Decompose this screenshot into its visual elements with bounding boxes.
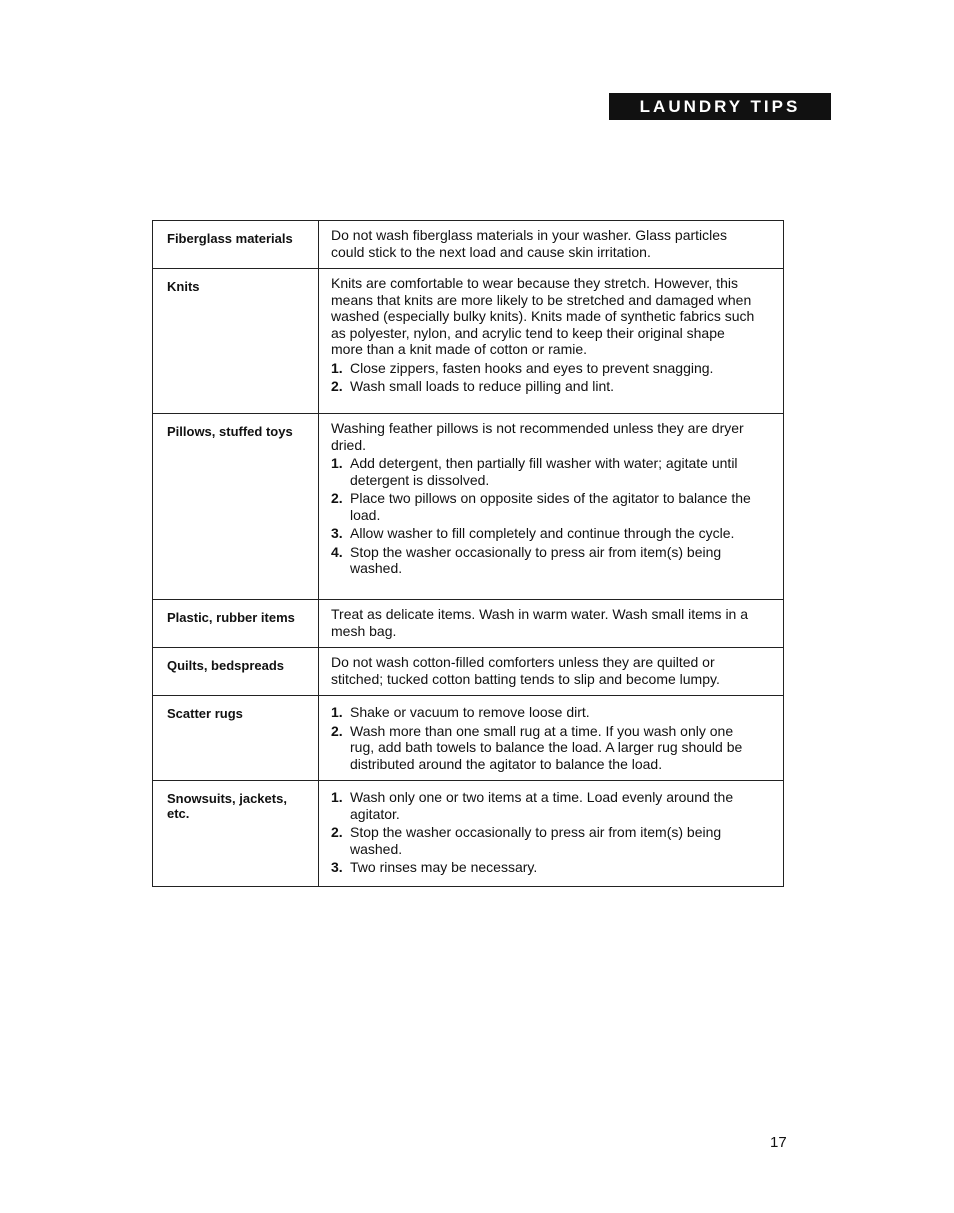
instruction-text: Do not wash cotton-filled comforters unless they are quilted or stitched; tucked cotton batting tends to slip and become lumpy. bbox=[331, 654, 720, 687]
step-item bbox=[331, 490, 759, 523]
step-number: 2. bbox=[331, 490, 343, 506]
step-item bbox=[331, 455, 759, 488]
step-number: 1. bbox=[331, 789, 343, 805]
step-text: Wash small loads to reduce pilling and lint. bbox=[350, 378, 615, 394]
item-name: Scatter rugs bbox=[153, 696, 319, 781]
step-text: Close zippers, fasten hooks and eyes to prevent snagging. bbox=[350, 359, 714, 376]
item-name: Snowsuits, jackets, etc. bbox=[153, 781, 319, 887]
step-text: Stop the washer occasionally to press air from item(s) being washed. bbox=[350, 543, 722, 576]
step-item bbox=[331, 360, 759, 377]
step-text: Place two pillows on opposite sides of the agitator to balance the load. bbox=[350, 490, 751, 523]
item-instructions bbox=[319, 648, 784, 696]
step-number: 2. bbox=[331, 824, 343, 840]
step-text: Add detergent, then partially fill washer with water; agitate until detergent is dissolved. bbox=[350, 455, 738, 488]
step-number: 1. bbox=[331, 359, 343, 376]
item-instructions bbox=[319, 414, 784, 600]
step-number: 3. bbox=[331, 525, 343, 541]
page-number: 17 bbox=[770, 1134, 787, 1151]
step-list bbox=[331, 360, 759, 395]
tip-row bbox=[153, 269, 784, 414]
section-banner: LAUNDRY TIPS bbox=[609, 93, 831, 120]
step-list bbox=[331, 704, 759, 772]
step-item bbox=[331, 859, 759, 876]
item-name: Quilts, bedspreads bbox=[153, 648, 319, 696]
item-name: Knits bbox=[153, 269, 319, 414]
instruction-text: Washing feather pillows is not recommended unless they are dryer dried. bbox=[331, 420, 744, 453]
tip-row bbox=[153, 414, 784, 600]
step-item bbox=[331, 378, 759, 395]
item-instructions bbox=[319, 600, 784, 648]
step-number: 2. bbox=[331, 722, 343, 739]
instruction-text: Do not wash fiberglass materials in your washer. Glass particles could stick to the next load and cause skin irritation. bbox=[331, 227, 728, 260]
step-number: 4. bbox=[331, 543, 343, 560]
item-instructions bbox=[319, 269, 784, 414]
step-text: Stop the washer occasionally to press air from item(s) being washed. bbox=[350, 824, 722, 857]
step-text: Allow washer to fill completely and continue through the cycle. bbox=[350, 525, 735, 541]
item-instructions bbox=[319, 781, 784, 887]
tip-row bbox=[153, 696, 784, 781]
tip-row bbox=[153, 221, 784, 269]
step-text: Shake or vacuum to remove loose dirt. bbox=[350, 704, 590, 720]
laundry-tips-table bbox=[152, 220, 784, 887]
tip-row bbox=[153, 781, 784, 887]
item-instructions bbox=[319, 696, 784, 781]
step-number: 3. bbox=[331, 859, 343, 875]
tip-row bbox=[153, 648, 784, 696]
laundry-tips-body bbox=[153, 221, 784, 887]
instruction-text: Knits are comfortable to wear because they stretch. However, this means that knits are more likely to be stretched and damaged when washed (especially bulky knits). Knits made of synthetic fabrics such as polyester, nylon, and acrylic tend to keep their original shape more than a knit made of cotton or ramie. bbox=[331, 275, 755, 357]
item-name: Plastic, rubber items bbox=[153, 600, 319, 648]
step-list bbox=[331, 455, 759, 577]
step-number: 1. bbox=[331, 704, 343, 720]
step-item bbox=[331, 544, 759, 577]
step-text: Wash only one or two items at a time. Load evenly around the agitator. bbox=[350, 789, 734, 822]
step-number: 1. bbox=[331, 455, 343, 471]
item-name: Pillows, stuffed toys bbox=[153, 414, 319, 600]
instruction-text: Treat as delicate items. Wash in warm water. Wash small items in a mesh bag. bbox=[331, 606, 749, 639]
step-text: Wash more than one small rug at a time. If you wash only one rug, add bath towels to balance the load. A larger rug should be distributed around the agitator to balance the load. bbox=[350, 722, 743, 772]
item-instructions bbox=[319, 221, 784, 269]
step-item bbox=[331, 789, 759, 822]
step-item bbox=[331, 525, 759, 542]
step-text: Two rinses may be necessary. bbox=[350, 859, 538, 875]
step-item bbox=[331, 704, 759, 721]
tip-row bbox=[153, 600, 784, 648]
item-name: Fiberglass materials bbox=[153, 221, 319, 269]
step-item bbox=[331, 824, 759, 857]
step-item bbox=[331, 723, 759, 773]
step-list bbox=[331, 789, 759, 876]
step-number: 2. bbox=[331, 378, 343, 394]
